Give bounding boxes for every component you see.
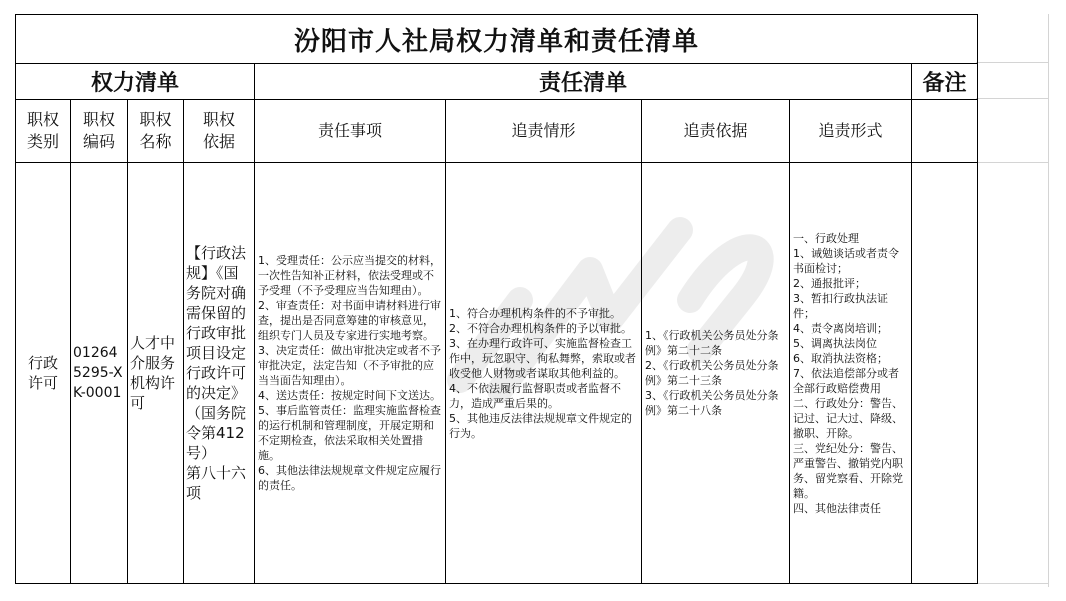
cell-accountability-form-text: 一、行政处理 1、诫勉谈话或者责令书面检讨； 2、通报批评； 3、暂扣行政执法证件； 4、责令离岗培训； 5、调离执法岗位 6、取消执法资格； 7、依法追偿部分或者全部行政赔偿费用 二、行政处分：警告、记过、记大过、降级、撤职、开除。 三、党纪处分：警告、严重警告、撤销党内职务、留党察看、开除党籍。 四、其他法律责任 xyxy=(793,231,903,515)
cell-accountability-form xyxy=(790,163,912,584)
cell-name-text: 人才中介服务机构许可 xyxy=(130,334,176,412)
grid-line xyxy=(976,583,1048,584)
cell-category-text: 行政许可 xyxy=(27,354,58,392)
header-name-text: 职权名称 xyxy=(139,110,172,151)
section-remark: 备注 xyxy=(912,64,978,100)
grid-line xyxy=(976,98,1048,99)
header-code-text: 职权编码 xyxy=(82,110,115,151)
cell-accountability-basis xyxy=(642,163,790,584)
header-remark-empty xyxy=(912,100,978,163)
header-accountability-basis: 追责依据 xyxy=(642,100,790,163)
section-responsibility-list: 责任清单 xyxy=(255,64,912,100)
header-accountability-form: 追责形式 xyxy=(790,100,912,163)
page-title: 汾阳市人社局权力清单和责任清单 xyxy=(16,15,978,64)
cell-name xyxy=(128,163,184,584)
header-basis-text: 职权依据 xyxy=(202,110,235,151)
cell-code-text: 012645295-XK-0001 xyxy=(73,345,123,401)
grid-line xyxy=(976,62,1048,63)
header-basis xyxy=(184,100,255,163)
cell-accountability-basis-text: 1、《行政机关公务员处分条例》第二十二条 2、《行政机关公务员处分条例》第二十三条 3、《行政机关公务员处分条例》第二十八条 xyxy=(645,329,779,417)
cell-remark xyxy=(912,163,978,584)
header-code xyxy=(71,100,128,163)
header-accountability-case: 追责情形 xyxy=(446,100,642,163)
grid-line xyxy=(1048,14,1049,587)
section-power-list: 权力清单 xyxy=(16,64,255,100)
table-row xyxy=(16,163,978,584)
cell-duty xyxy=(255,163,446,584)
cell-duty-text: 1、受理责任：公示应当提交的材料，一次性告知补正材料，依法受理或不予受理（不予受理应当告知理由）。 2、审查责任：对书面申请材料进行审查，提出是否同意筹建的审核意见，组织专门人员及专家进行实地考察。 3、决定责任：做出审批决定或者不予审批决定，法定告知（不予审批的应当当面告知理由）。 4、送达责任：按规定时间下文送达。 5、事后监管责任：监理实施监督检查的运行机制和管理制度，开展定期和不定期检查，依法采取相关处置措施。 6、其他法律法规规章文件规定应履行的责任。 xyxy=(258,254,441,492)
cell-category xyxy=(16,163,71,584)
header-name xyxy=(128,100,184,163)
cell-basis xyxy=(184,163,255,584)
cell-code xyxy=(71,163,128,584)
header-duty: 责任事项 xyxy=(255,100,446,163)
header-category xyxy=(16,100,71,163)
cell-accountability-case-text: 1、符合办理机构条件的不予审批。 2、不符合办理机构条件的予以审批。 3、在办理行政许可、实施监督检查工作中，玩忽职守、徇私舞弊，索取或者收受他人财物或者谋取其他利益的。 4、不依法履行监督职责或者监督不力，造成严重后果的。 5、其他违反法律法规规章文件规定的行为。 xyxy=(449,306,636,440)
responsibility-table xyxy=(15,14,978,584)
header-category-text: 职权类别 xyxy=(26,110,59,151)
cell-accountability-case xyxy=(446,163,642,584)
cell-basis-text: 【行政法规】《国务院对确需保留的行政审批项目设定行政许可的决定》（国务院令第412号） 第八十六项 xyxy=(186,244,247,502)
grid-line xyxy=(976,162,1048,163)
